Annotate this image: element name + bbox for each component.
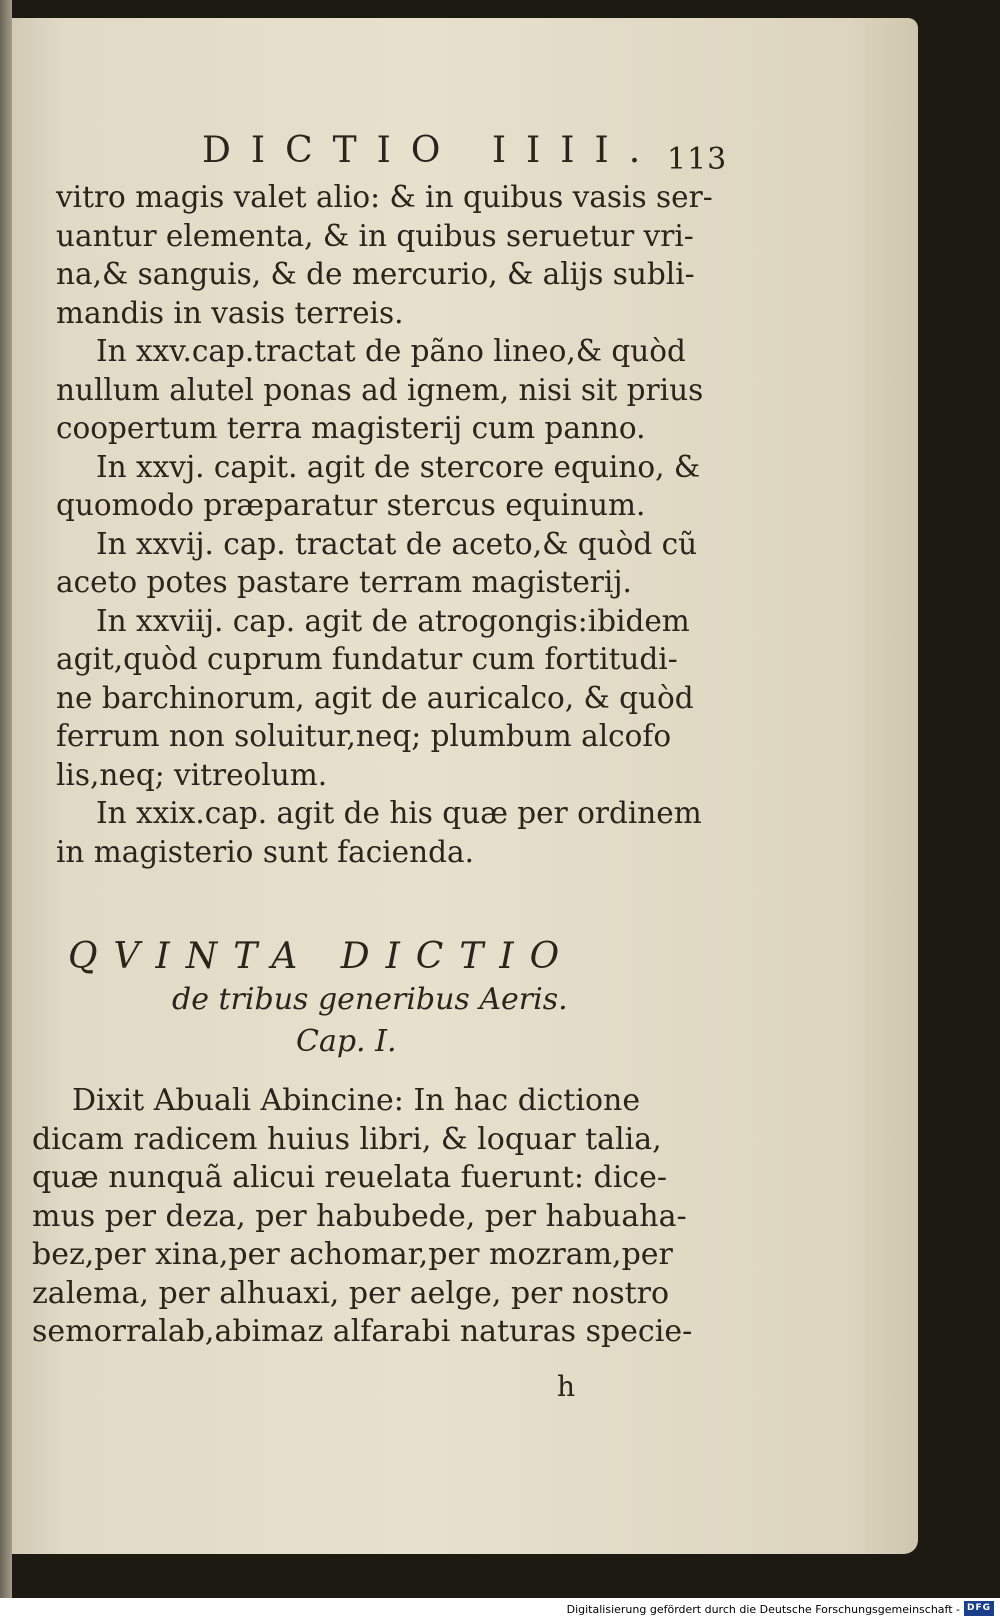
running-header: DICTIO IIII. [202,130,661,171]
text-line: quæ nunquã alicui reuelata fuerunt: dice- [32,1160,667,1195]
text-line: agit,quòd cuprum fundatur cum fortitudi- [56,642,678,676]
dfg-logo-icon: DFG [964,1601,994,1616]
text-line: In xxvj. capit. agit de stercore equino, & [96,449,701,484]
text-line: bez,per xina,per achomar,per mozram,per [32,1237,673,1272]
text-line: ne barchinorum, agit de auricalco, & quòd [56,680,694,715]
text-line: in magisterio sunt facienda. [56,834,474,869]
text-line: In xxix.cap. agit de his quæ per ordinem [96,796,702,830]
text-line: nullum alutel ponas ad ignem, nisi sit prius [56,372,704,407]
section-subtitle: de tribus generibus Aeris. [172,982,568,1017]
footer-bar [0,1598,1000,1622]
funding-credit: Digitalisierung gefördert durch die Deutsche Forschungsgemeinschaft - [566,1603,960,1616]
text-line: coopertum terra magisterij cum panno. [56,411,646,445]
text-line: na,& sanguis, & de mercurio, & alijs subli- [56,257,695,291]
text-line: zalema, per alhuaxi, per aelge, per nostro [32,1275,670,1311]
text-line: In xxviij. cap. agit de atrogongis:ibidem [96,603,690,638]
text-line: In xxvij. cap. tractat de aceto,& quòd cũ [96,526,698,561]
text-line: semorralab,abimaz alfarabi naturas specie- [32,1314,693,1349]
signature-mark: h [557,1370,576,1403]
book-edge [0,0,12,1598]
chapter-heading: Cap. I. [296,1024,397,1059]
text-line: mandis in vasis terreis. [56,295,404,330]
text-line: quomodo præparatur stercus equinum. [56,488,646,522]
text-line: mus per deza, per habubede, per habuaha- [32,1198,687,1234]
book-page [12,18,918,1554]
body-text [56,178,713,871]
chapter-text [32,1082,692,1352]
folio-number: 113 [667,142,728,177]
text-line: vitro magis valet alio: & in quibus vasis ser- [56,180,713,214]
text-line: ferrum non soluitur,neq; plumbum alcofo [56,719,672,753]
text-line: lis,neq; vitreolum. [56,757,328,792]
text-line: dicam radicem huius libri, & loquar talia, [32,1121,662,1157]
text-line: In xxv.cap.tractat de pãno lineo,& quòd [96,334,686,368]
text-line: aceto potes pastare terram magisterij. [56,565,632,599]
text-line: uantur elementa, & in quibus seruetur vri- [56,218,694,253]
text-line: Dixit Abuali Abincine: In hac dictione [72,1083,641,1118]
section-title: QVINTA DICTIO [68,936,576,977]
